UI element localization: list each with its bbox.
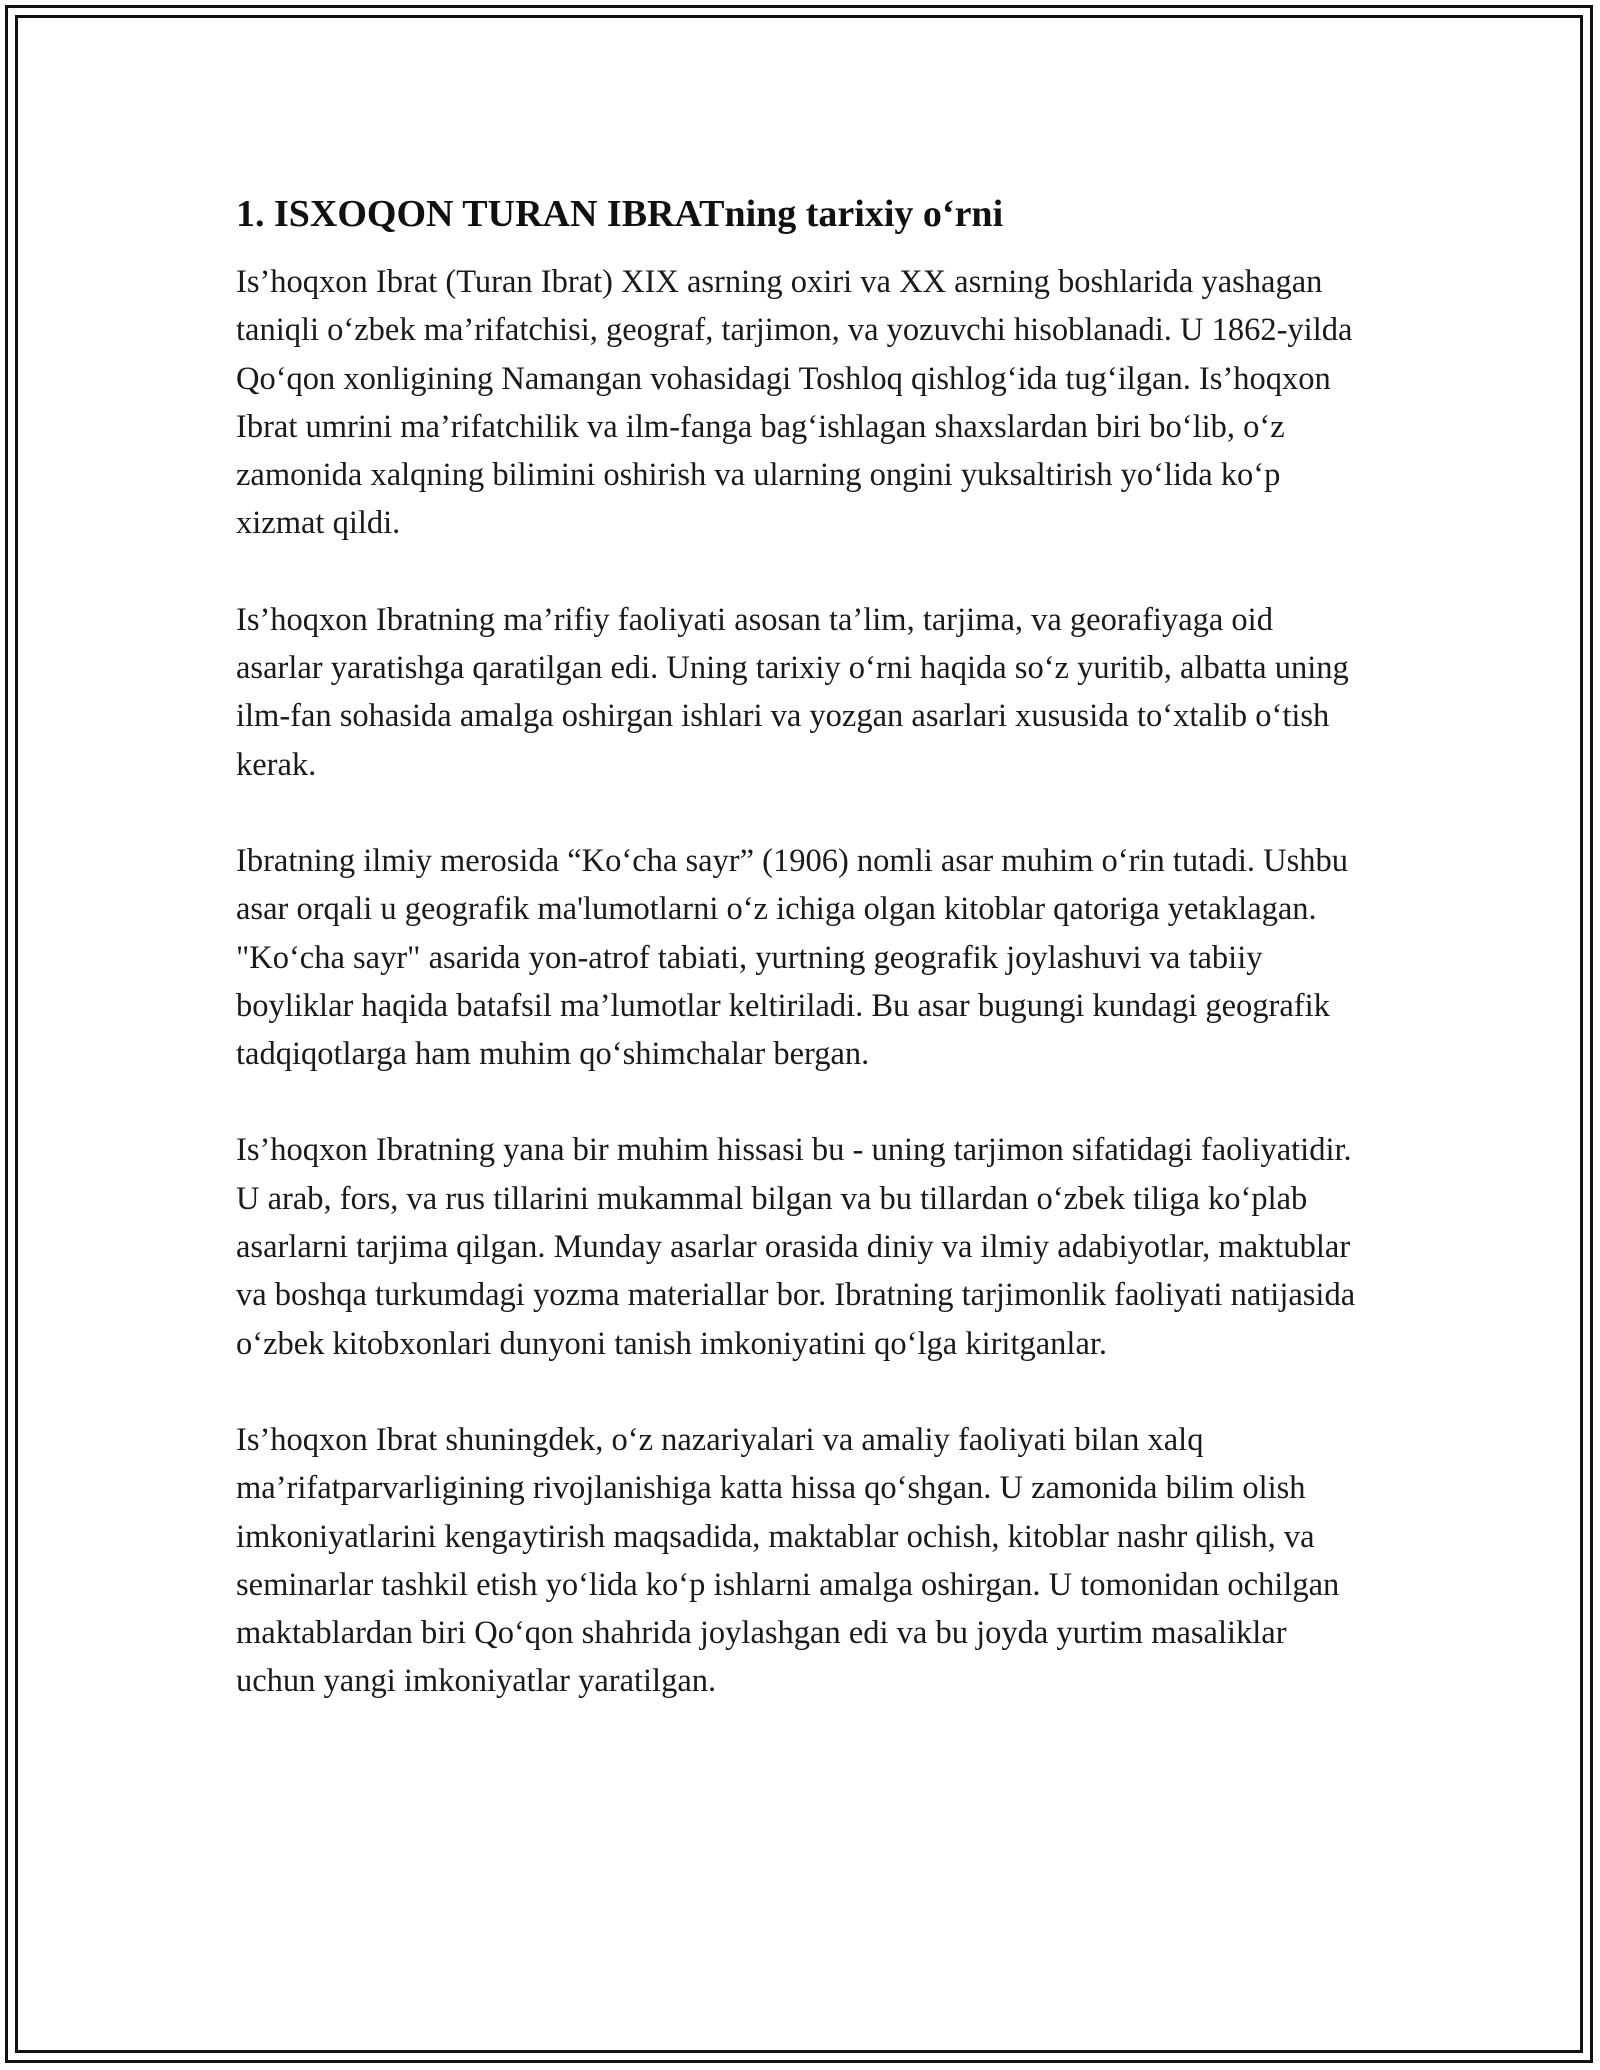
- paragraph-translation: Is’hoqxon Ibratning yana bir muhim hissasi bu - uning tarjimon sifatidagi faoliyatidir. U arab, fors, va rus tillarini mukammal bilgan va bu tillardan o‘zbek tiliga ko‘plab asarlarni tarjima qilgan. Munday asarlar orasida diniy va ilmiy adabiyotlar, maktublar va boshqa turkumdagi yozma materiallar bor. Ibratning tarjimonlik faoliyati natijasida o‘zbek kitobxonlari dunyoni tanish imkoniyatini qo‘lga kiritganlar.: [236, 1132, 1356, 1362]
- paragraph-kocha-sayr: Ibratning ilmiy merosida “Ko‘cha sayr” (1906) nomli asar muhim o‘rin tutadi. Ushbu asar orqali u geografik ma'lumotlarni o‘z ichiga olgan kitoblar qatoriga yetaklagan. "Ko‘cha sayr" asarida yon-atrof tabiati, yurtning geografik joylashuvi va tabiiy boyliklar haqida batafsil ma’lumotlar keltiriladi. Bu asar bugungi kundagi geografik tadqiqotlarga ham muhim qo‘shimchalar bergan.: [236, 842, 1348, 1073]
- section-heading: 1. ISXOQON TURAN IBRATning tarixiy o‘rni: [236, 193, 1004, 235]
- document-body: [236, 190, 1366, 1754]
- paragraph-enlightenment: Is’hoqxon Ibratning ma’rifiy faoliyati asosan ta’lim, tarjima, va georafiyaga oid asarlar yaratishga qaratilgan edi. Uning tarixiy o‘rni haqida so‘z yuritib, albatta uning ilm-fan sohasida amalga oshirgan ishlari va yozgan asarlari xususida to‘xtalib o‘tish kerak.: [236, 601, 1349, 783]
- paragraph-intro: Is’hoqxon Ibrat (Turan Ibrat) XIX asrning oxiri va XX asrning boshlarida yashagan taniqli o‘zbek ma’rifatchisi, geograf, tarjimon, va yozuvchi hisoblanadi. U 1862-yilda Qo‘qon xonligining Namangan vohasidagi Toshloq qishlog‘ida tug‘ilgan. Is’hoqxon Ibrat umrini ma’rifatchilik va ilm-fanga bag‘ishlagan shaxslardan biri bo‘lib, o‘z zamonida xalqning bilimini oshirish va ularning ongini yuksaltirish yo‘lida ko‘p xizmat qildi.: [236, 264, 1353, 542]
- paragraph-education: Is’hoqxon Ibrat shuningdek, o‘z nazariyalari va amaliy faoliyati bilan xalq ma’rifatparvarligining rivojlanishiga katta hissa qo‘shgan. U zamonida bilim olish imkoniyatlarini kengaytirish maqsadida, maktablar ochish, kitoblar nashr qilish, va seminarlar tashkil etish yo‘lida ko‘p ishlarni amalga oshirgan. U tomonidan ochilgan maktablardan biri Qo‘qon shahrida joylashgan edi va bu joyda yurtim masaliklar uchun yangi imkoniyatlar yaratilgan.: [236, 1421, 1340, 1700]
